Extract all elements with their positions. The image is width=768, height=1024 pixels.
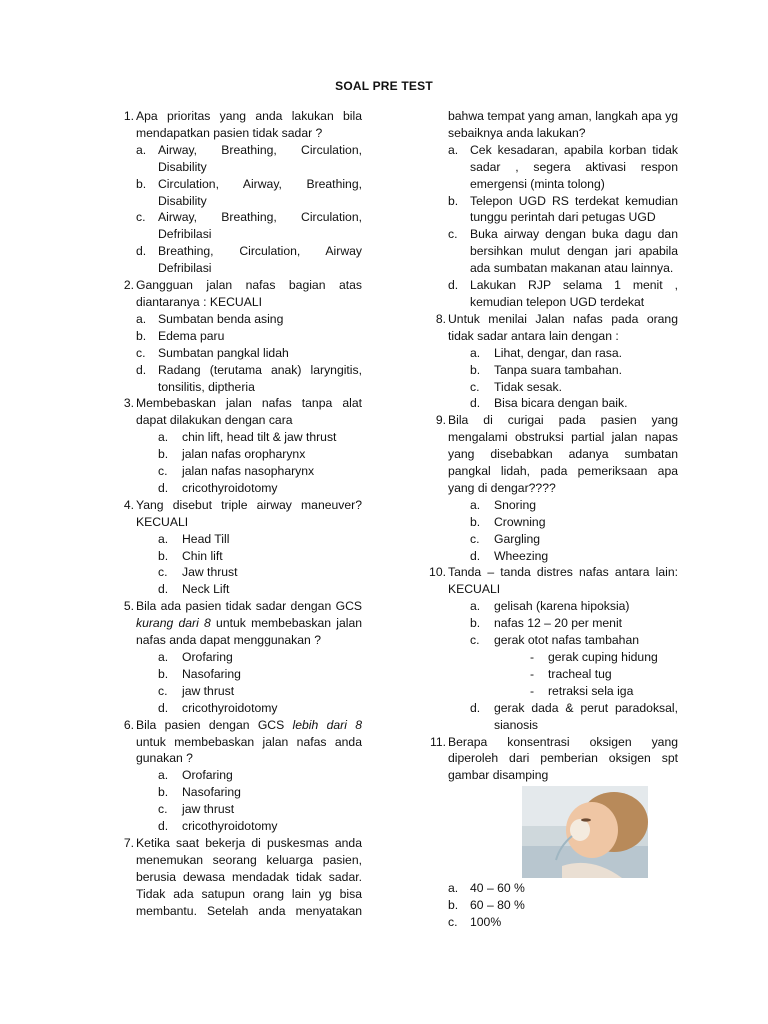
question-7-continued: [422, 108, 678, 311]
question-text: bahwa tempat yang aman, langkah apa yg sebaiknya anda lakukan?: [448, 109, 678, 140]
question-number: 7.: [123, 835, 134, 850]
question-text: Bila di curigai pada pasien yang mengalami obstruksi partial jalan napas yang disebabkan adanya sumbatan pangkal lidah, pada pemeriksaan apa yang di dengar????: [448, 413, 678, 495]
option-d: d. Lakukan RJP selama 1 menit , kemudian telepon UGD terdekat: [448, 278, 678, 309]
question-2: [110, 277, 362, 395]
question-number: 4.: [123, 497, 134, 512]
option-c: c. Tidak sesak.: [470, 379, 562, 394]
oxygen-mask-patient-photo: [522, 786, 648, 878]
option-a: a. Orofaring: [158, 768, 233, 783]
option-d: d. cricothyroidotomy: [158, 480, 278, 495]
question-number: 2.: [123, 278, 134, 293]
question-text: Bila ada pasien tidak sadar dengan GCS kurang dari 8 untuk membebaskan jalan nafas anda dapat menggunakan ?: [136, 599, 362, 648]
question-6: [110, 717, 362, 835]
question-text: Membebaskan jalan nafas tanpa alat dapat dilakukan dengan cara: [136, 396, 362, 428]
question-number: 10.: [429, 565, 446, 580]
option-c: c. jalan nafas nasopharynx: [158, 464, 315, 479]
question-4: [110, 497, 362, 598]
question-text: Yang disebut triple airway maneuver? KECUALI: [136, 497, 362, 529]
question-1: [110, 108, 362, 277]
question-text: Tanda – tanda distres nafas antara lain: KECUALI: [448, 565, 678, 597]
question-text: Berapa konsentrasi oksigen yang diperoleh dari pemberian oksigen spt gambar disamping: [448, 734, 678, 783]
emphasis-text: lebih dari 8: [292, 717, 363, 732]
option-d: d. gerak dada & perut paradoksal, sianosis: [470, 700, 678, 732]
question-number: 11.: [429, 734, 446, 749]
option-d: d. Neck Lift: [158, 582, 230, 597]
question-number: 6.: [123, 717, 134, 732]
question-11: [422, 734, 678, 931]
question-3: [110, 395, 362, 496]
option-d: d. cricothyroidotomy: [158, 700, 278, 715]
left-column: [110, 108, 362, 920]
option-d: d. Wheezing: [470, 548, 549, 563]
question-5: [110, 598, 362, 716]
option-a: a. Snoring: [470, 497, 537, 512]
option-b: b. Nasofaring: [158, 785, 241, 800]
option-d: d. Breathing, Circulation, Airway Defribilasi: [136, 244, 362, 276]
option-c: c. gerak otot nafas tambahan: [470, 633, 639, 648]
option-a: a. Head Till: [158, 531, 230, 546]
sub-item: - gerak cuping hidung: [530, 650, 658, 664]
question-number: 1.: [123, 109, 134, 123]
option-c: c. jaw thrust: [158, 683, 235, 698]
question-number: 3.: [123, 396, 134, 411]
option-c: c. Airway, Breathing, Circulation, Defribilasi: [136, 210, 362, 242]
question-text: Untuk menilai Jalan nafas pada orang tidak sadar antara lain dengan :: [448, 311, 678, 343]
option-c: c. Sumbatan pangkal lidah: [136, 345, 289, 360]
question-10: [422, 564, 678, 733]
option-b: b. jalan nafas oropharynx: [158, 447, 306, 462]
option-b: b. Nasofaring: [158, 666, 241, 681]
option-a: a. gelisah (karena hipoksia): [470, 599, 630, 614]
sub-item: - retraksi sela iga: [530, 683, 634, 698]
right-column: [422, 108, 678, 931]
option-d: d. Bisa bicara dengan baik.: [470, 396, 628, 411]
question-number: 5.: [123, 599, 134, 614]
question-9: [422, 412, 678, 564]
option-c: c. Gargling: [470, 531, 541, 546]
question-text: Apa prioritas yang anda lakukan bila mendapatkan pasien tidak sadar ?: [136, 109, 362, 140]
option-b: b. 60 – 80 %: [448, 898, 525, 913]
option-b: b. Chin lift: [158, 548, 223, 563]
page-title: SOAL PRE TEST: [335, 79, 433, 93]
sub-item: - tracheal tug: [530, 666, 612, 681]
option-b: b. Circulation, Airway, Breathing, Disability: [136, 176, 362, 208]
option-a: a. Sumbatan benda asing: [136, 311, 284, 326]
option-a: a. Lihat, dengar, dan rasa.: [470, 345, 623, 360]
question-number: 8.: [435, 311, 446, 326]
option-c: c. jaw thrust: [158, 802, 235, 817]
option-c: c. 100%: [448, 915, 502, 930]
option-c: c. Buka airway dengan buka dagu dan bersihkan mulut dengan jari apabila ada sumbatan makanan atau lainnya.: [448, 227, 678, 276]
question-number: 9.: [435, 413, 446, 428]
question-7: [110, 835, 362, 920]
option-b: b. Crowning: [470, 514, 546, 529]
option-d: d. Radang (terutama anak) laryngitis, tonsilitis, diptheria: [136, 362, 362, 394]
question-text: Bila pasien dengan GCS lebih dari 8 untuk membebaskan jalan nafas anda gunakan ?: [136, 717, 363, 766]
option-a: a. chin lift, head tilt & jaw thrust: [158, 430, 337, 445]
question-text: Ketika saat bekerja di puskesmas anda menemukan seorang keluarga pasien, berusia dewasa mendadak tidak sadar. Tidak ada satupun orang lain yg bisa membantu. Setelah anda menyatakan: [136, 835, 362, 918]
option-b: b. nafas 12 – 20 per menit: [470, 616, 623, 631]
emphasis-text: kurang dari 8: [136, 616, 211, 631]
option-d: d. cricothyroidotomy: [158, 819, 278, 834]
option-c: c. Jaw thrust: [158, 565, 238, 580]
option-a: a. Cek kesadaran, apabila korban tidak sadar , segera aktivasi respon emergensi (minta tolong): [448, 142, 678, 191]
option-a: a. Orofaring: [158, 650, 233, 664]
option-b: b. Edema paru: [136, 328, 225, 343]
option-a: a. Airway, Breathing, Circulation, Disability: [136, 142, 362, 174]
question-8: [422, 311, 678, 412]
question-text: Gangguan jalan nafas bagian atas diantaranya : KECUALI: [136, 278, 362, 309]
option-b: b. Telepon UGD RS terdekat kemudian tunggu perintah dari petugas UGD: [448, 193, 678, 225]
option-b: b. Tanpa suara tambahan.: [470, 362, 623, 377]
option-a: a. 40 – 60 %: [448, 881, 525, 896]
